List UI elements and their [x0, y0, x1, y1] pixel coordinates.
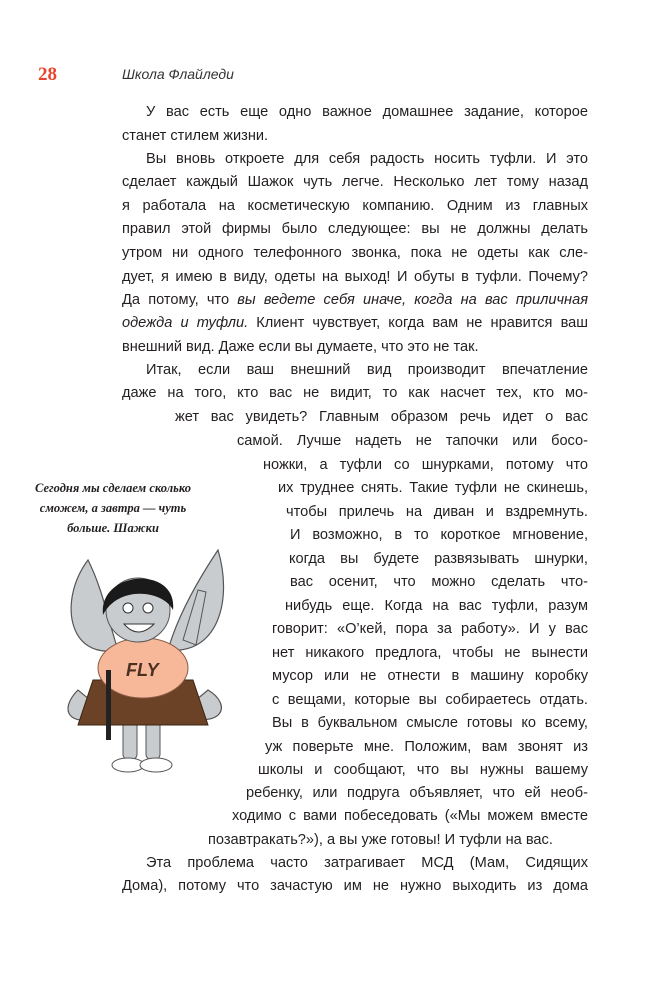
text-segment: Итак, если ваш внешний вид производит впечатление	[146, 362, 588, 378]
text-line	[122, 337, 588, 357]
text-line	[146, 149, 588, 169]
text-segment: самой. Лучше надеть не тапочки или босо-	[237, 433, 588, 449]
text-line	[265, 737, 588, 757]
text-line	[122, 243, 588, 263]
text-line	[122, 196, 588, 216]
wand	[106, 670, 111, 740]
text-segment: нет никакого предлога, чтобы не вынести	[272, 645, 588, 661]
text-segment: Да потому, что	[122, 292, 238, 308]
italic-text: одежда и туфли.	[122, 315, 249, 331]
text-line	[146, 360, 588, 380]
text-segment: У вас есть еще одно важное домашнее задание, которое	[146, 104, 588, 120]
text-line	[122, 267, 588, 287]
text-line	[175, 407, 588, 427]
fairy-illustration	[48, 540, 238, 780]
text-line	[122, 219, 588, 239]
text-segment: я работала на косметическую компанию. Одним из главных	[122, 198, 588, 214]
text-segment: позавтракать?»), а вы уже готовы! И туфли на вас.	[208, 832, 553, 848]
text-line	[122, 290, 588, 310]
text-line	[272, 713, 588, 733]
text-segment: И возможно, в то короткое мгновение,	[290, 527, 588, 543]
text-line	[272, 643, 588, 663]
caption-line: сможем, а завтра — чуть	[39, 501, 187, 515]
text-segment: мусор или не отнести в машину коробку	[272, 668, 588, 684]
text-segment: их труднее снять. Такие туфли не скинешь,	[278, 480, 588, 496]
text-line	[272, 666, 588, 686]
text-line	[246, 783, 588, 803]
illustration-caption	[20, 478, 206, 538]
text-line	[237, 431, 588, 451]
text-segment: правил этой фирмы было следующее: вы не должны делать	[122, 221, 588, 237]
text-segment: Дома), потому что зачастую им не нужно выходить из дома	[122, 878, 588, 894]
text-segment: жет вас увидеть? Главным образом речь идет о вас	[175, 409, 588, 425]
text-line	[122, 172, 588, 192]
text-segment: Вы в буквальном смысле готовы ко всему,	[272, 715, 588, 731]
shirt-text: FLY	[126, 660, 159, 680]
text-segment: школы и сообщают, что вы нужны вашему	[258, 762, 588, 778]
text-line	[290, 525, 588, 545]
text-segment: утром ни одного телефонного звонка, пока не одеты как сле-	[122, 245, 588, 261]
text-line	[285, 596, 588, 616]
text-segment: Вы вновь откроете для себя радость носить туфли. И это	[146, 151, 588, 167]
text-segment: внешний вид. Даже если вы думаете, что это не так.	[122, 339, 479, 355]
text-segment: станет стилем жизни.	[122, 128, 269, 144]
text-segment: дует, я имею в виду, одеты на выход! И обуты в туфли. Почему?	[122, 269, 588, 285]
text-line	[290, 572, 588, 592]
text-segment: Клиент чувствует, когда вам не нравится ваш	[248, 315, 588, 331]
text-segment: даже на того, кто вас не видит, то как насчет тех, кто мо-	[122, 385, 588, 401]
text-segment: нибудь еще. Когда на вас туфли, разум	[285, 598, 588, 614]
text-line	[122, 383, 588, 403]
text-segment: ребенку, или подруга объявляет, что ей необ-	[246, 785, 588, 801]
text-segment: с вещами, которые вы собираетесь отдать.	[272, 692, 588, 708]
text-line	[289, 549, 588, 569]
text-segment: ходимо с вами побеседовать («Мы можем вместе	[232, 808, 588, 824]
text-line	[272, 619, 588, 639]
text-line	[278, 478, 588, 498]
text-line	[146, 853, 588, 873]
text-segment: вас осенит, что можно сделать что-	[290, 574, 588, 590]
text-line	[122, 126, 588, 146]
text-segment: чтобы прилечь на диван и вздремнуть.	[286, 504, 588, 520]
page-number: 28	[38, 64, 57, 85]
text-line	[146, 102, 588, 122]
italic-text: вы ведете себя иначе, когда на вас приличная	[237, 292, 588, 308]
caption-line: больше. Шажки	[67, 521, 159, 535]
caption-line: Сегодня мы сделаем сколько	[35, 481, 191, 495]
text-segment: Эта проблема часто затрагивает МСД (Мам, Сидящих	[146, 855, 588, 871]
text-line	[122, 313, 588, 333]
text-line	[122, 876, 588, 896]
text-segment: сделает каждый Шажок чуть легче. Несколько лет тому назад	[122, 174, 588, 190]
running-title: Школа Флайледи	[122, 66, 234, 82]
text-line	[258, 760, 588, 780]
text-line	[208, 830, 588, 850]
text-segment: говорит: «О’кей, пора за работу». И у вас	[272, 621, 588, 637]
text-segment: ножки, а туфли со шнурками, потому что	[263, 457, 588, 473]
text-segment: когда вы будете развязывать шнурки,	[289, 551, 588, 567]
text-segment: уж поверьте мне. Положим, вам звонят из	[265, 739, 588, 755]
text-line	[286, 502, 588, 522]
text-line	[263, 455, 588, 475]
text-line	[272, 690, 588, 710]
text-line	[232, 806, 588, 826]
